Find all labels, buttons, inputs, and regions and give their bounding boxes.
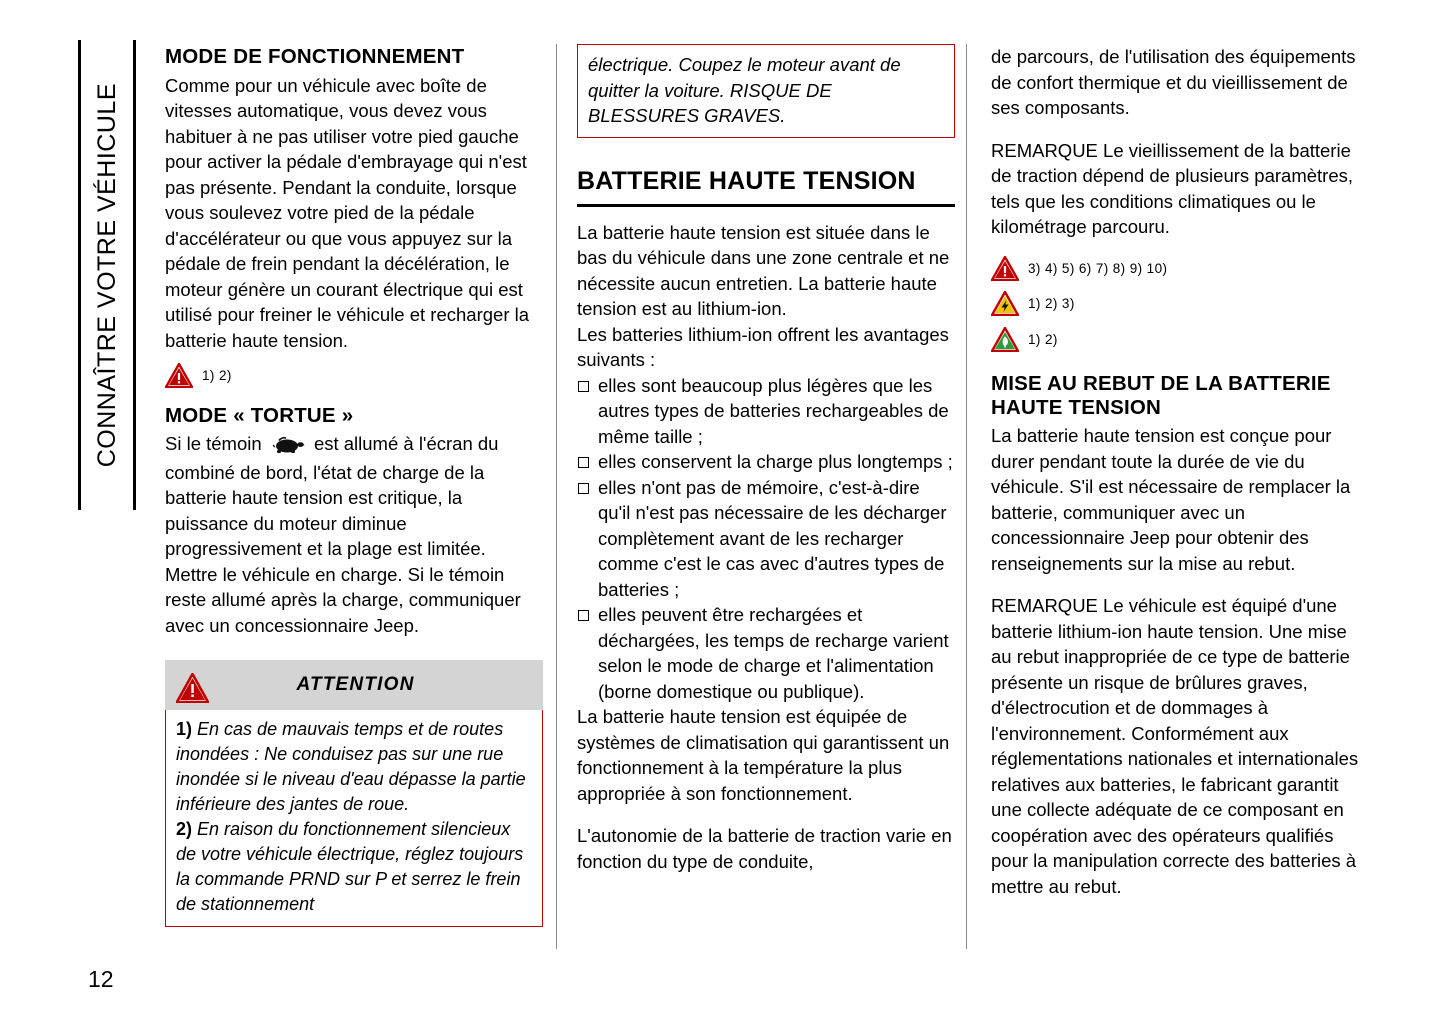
warning-ref-row-green (991, 327, 1369, 353)
attention-title: ATTENTION (296, 674, 415, 696)
column-1 (165, 44, 543, 927)
warning-ref-row-1 (165, 363, 543, 389)
turtle-icon (271, 434, 305, 460)
warning-ref-labels-red: 3) 4) 5) 6) 7) 8) 9) 10) (1028, 260, 1168, 276)
warning-ref-row-yellow (991, 291, 1369, 317)
column-3 (991, 44, 1369, 899)
warning-ref-row-red (991, 256, 1369, 282)
attention-item-2-text: En raison du fonctionnement silencieux de votre véhicule électrique, réglez toujours la commande PRND sur P et serrez le frein de stationnement (176, 819, 524, 914)
attention-item-1 (176, 717, 532, 817)
list-item (577, 475, 955, 603)
attention-box-body (165, 710, 543, 927)
heading-batterie-haute-tension: BATTERIE HAUTE TENSION (577, 165, 955, 207)
paragraph-batterie-1: La batterie haute tension est située dans le bas du véhicule dans une zone centrale et ne nécessite aucun entretien. La batterie haute tension est au lithium-ion. (577, 221, 950, 319)
list-item-text: elles n'ont pas de mémoire, c'est-à-dire qu'il n'est pas nécessaire de les décharger complètement avant de les recharger comme c'est le cas avec d'autres types de batteries ; (598, 476, 947, 600)
heading-mise-au-rebut: MISE AU REBUT DE LA BATTERIE HAUTE TENSION (991, 372, 1331, 419)
list-item-text: elles peuvent être rechargées et déchargées, les temps de recharge varient selon le mode de charge et l'alimentation (borne domestique ou publique). (598, 604, 949, 702)
attention-item-1-number: 1) (176, 719, 193, 739)
list-item (577, 602, 955, 704)
attention-item-1-text: En cas de mauvais temps et de routes inondées : Ne conduisez pas sur une rue inondée si le niveau d'eau dépasse la partie inférieure des jantes de roue. (176, 719, 526, 814)
paragraph-remarque-vieillissement: REMARQUE Le vieillissement de la batterie de traction dépend de plusieurs paramètres, tels que les conditions climatiques ou le kilométrage parcouru. (991, 139, 1353, 237)
paragraph-batterie-2: Les batteries lithium-ion offrent les avantages suivants : (577, 323, 949, 370)
list-item (577, 373, 955, 450)
warning-ref-labels-yellow: 1) 2) 3) (1028, 296, 1075, 311)
list-item-text: elles sont beaucoup plus légères que les autres types de batteries rechargeables de même taille ; (598, 374, 949, 447)
warning-triangle-red-icon (991, 256, 1019, 281)
paragraph-batterie-3: La batterie haute tension est équipée de systèmes de climatisation qui garantissent un fonctionnement à la température la plus appropriée à son fonctionnement. (577, 706, 950, 804)
continued-warning-note: électrique. Coupez le moteur avant de quitter la voiture. RISQUE DE BLESSURES GRAVES. (577, 44, 955, 138)
attention-box-header (165, 660, 543, 710)
paragraph-tortue-after: est allumé à l'écran du combiné de bord, l'état de charge de la batterie haute tension est critique, la puissance du moteur diminue progressivement et la plage est limitée. Mettre le véhicule en charge. Si le témoin reste allumé après la charge, communiquer avec un concessionnaire Jeep. (165, 433, 521, 636)
bullet-square-icon (578, 483, 589, 494)
column-divider-1 (556, 44, 557, 949)
warning-ref-labels-1: 1) 2) (202, 368, 232, 383)
list-item-text: elles conservent la charge plus longtemps ; (598, 451, 953, 472)
paragraph-remarque-rebut: REMARQUE Le véhicule est équipé d'une batterie lithium-ion haute tension. Une mise au rebut inappropriée de ce type de batterie présente un risque de brûlures graves, d'électrocution et de dommages à l'environnement. Conformément aux réglementations nationales et internationales relatives aux batteries, le fabricant garantit une collecte adéquate de ce composant en coopération avec des opérateurs qualifiés pour la manipulation correcte des batteries à mettre au rebut. (991, 595, 1359, 897)
paragraph-batterie-4: L'autonomie de la batterie de traction varie en fonction du type de conduite, (577, 825, 952, 872)
warning-triangle-red-icon (165, 363, 193, 388)
list-item (577, 449, 955, 475)
column-divider-2 (966, 44, 967, 949)
attention-item-2 (176, 817, 532, 917)
attention-item-2-number: 2) (176, 819, 193, 839)
paragraph-mode-tortue (165, 431, 543, 638)
heading-mode-tortue: MODE « TORTUE » (165, 403, 354, 427)
bullet-square-icon (578, 381, 589, 392)
paragraph-autonomie-suite: de parcours, de l'utilisation des équipements de confort thermique et du vieillissement de ses composants. (991, 46, 1356, 118)
paragraph-mise-au-rebut: La batterie haute tension est conçue pour durer pendant toute la durée de vie du véhicule. S'il est nécessaire de remplacer la batterie, communiquer avec un concessionnaire Jeep pour obtenir des renseignements sur la mise au rebut. (991, 425, 1351, 574)
environment-triangle-green-icon (991, 327, 1019, 352)
paragraph-tortue-before: Si le témoin (165, 433, 262, 454)
bullet-square-icon (578, 457, 589, 468)
attention-warning-triangle-icon (176, 673, 204, 698)
chapter-side-tab (78, 40, 136, 510)
page-number: 12 (88, 966, 114, 992)
caution-triangle-yellow-icon (991, 291, 1019, 316)
chapter-title: CONNAÎTRE VOTRE VÉHICULE (92, 82, 121, 468)
paragraph-mode-fonctionnement: Comme pour un véhicule avec boîte de vitesses automatique, vous devez vous habituer à ne pas utiliser votre pied gauche pour activer la pédale d'embrayage qui n'est pas présente. Pendant la conduite, lorsque vous soulevez votre pied de la pédale d'accélérateur ou que vous appuyez sur la pédale de frein pendant la décélération, le moteur génère un courant électrique qui est utilisé pour freiner le véhicule et recharger la batterie haute tension. (165, 74, 530, 351)
warning-ref-labels-green: 1) 2) (1028, 331, 1058, 347)
column-2 (577, 44, 955, 874)
bullet-square-icon (578, 610, 589, 621)
heading-mode-de-fonctionnement: MODE DE FONCTIONNEMENT (165, 45, 465, 68)
